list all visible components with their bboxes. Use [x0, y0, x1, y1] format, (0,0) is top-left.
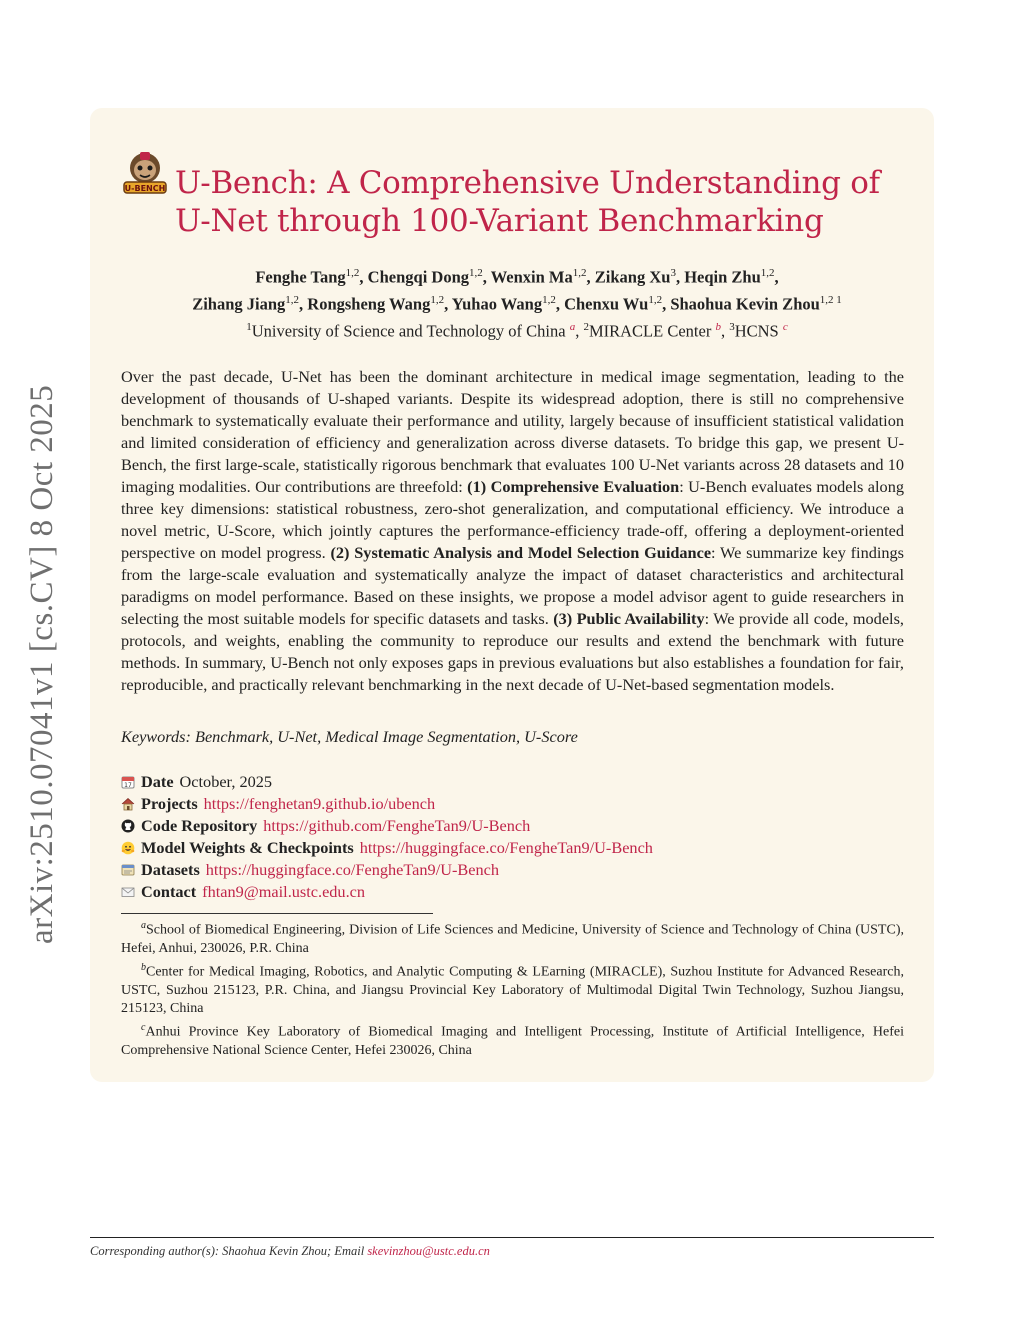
author-name: Fenghe Tang	[255, 267, 346, 287]
affiliation-number: 3	[729, 321, 735, 333]
author-affiliation-mark: 1,2	[345, 267, 360, 279]
meta-label: Projects	[141, 794, 198, 813]
author-name: Chenxu Wu	[564, 294, 649, 313]
affiliation-number: 1	[246, 321, 252, 333]
footnotes	[121, 917, 904, 1060]
author-name: Zihang Jiang	[192, 294, 286, 313]
affiliation-footnote-link[interactable]: a	[569, 321, 576, 333]
footnote-text: School of Biomedical Engineering, Division of Life Sciences and Medicine, University of Science and Technology of China (USTC), Hefei, Anhui, 230026, P.R. China	[121, 922, 904, 957]
author-name: Wenxin Ma	[490, 267, 573, 287]
meta-weights	[121, 837, 653, 859]
footnote-text: Anhui Province Key Laboratory of Biomedical Imaging and Intelligent Processing, Institute of Artificial Intelligence, Hefei Comprehensive National Science Center, Hefei 230026, China	[121, 1024, 904, 1058]
author-affiliation-mark: 1,2	[430, 293, 445, 306]
metadata-list	[121, 771, 653, 903]
footnote-a	[121, 917, 904, 959]
abstract-text: : We summarize key findings from the large-scale evaluation and systematically analyze the impact of dataset characteristics and architectural paradigms on model performance. Based on these insights, we propose a model advisor agent to guide researchers in selecting the most suitable models for specific datasets and tasks.	[121, 543, 905, 628]
footnote-text: Center for Medical Imaging, Robotics, and Analytic Computing & LEarning (MIRACLE), Suzhou Institute for Advanced Research, USTC, Suzhou 215123, P.R. China, and Jiangsu Provincial Key Laboratory of Multimodal Digital Twin Technology, Suzhou Jiangsu, 215123, China	[121, 964, 904, 1017]
contribution-heading: (2) Systematic Analysis and Model Selection Guidance	[330, 543, 712, 562]
author-affiliation-mark: 1,2	[760, 267, 775, 279]
author-affiliation-mark: 1,2	[648, 293, 663, 306]
footnote-mark: c	[141, 1021, 146, 1033]
abstract-text: : We provide all code, models, protocols, and weights, enabling the community to reproduce our results and extend the benchmark with future methods. In summary, U-Bench not only exposes gaps in previous evaluations but also establishes a foundation for fair, reproducible, and practically relevant benchmarking in the next decade of U-Net-based segmentation models.	[121, 609, 904, 694]
github-icon	[121, 819, 135, 833]
meta-datasets	[121, 859, 653, 881]
meta-label: Contact	[141, 882, 197, 901]
author-list: Fenghe Tang$^{1,2}$, Chengqi Dong$^{1,2}$, Wenxin Ma$^{1,2}$, Zikang Xu$^3$, Heqin Zhu$^{1,2}$, Zihang Jiang$^{1,2}$, Rongsheng Wang$^{1,2}$, Yuhao Wang$^{1,2}$, Chenxu Wu$^{1,2}$, Shaohua Kevin Zhou$^{1,2 1}$	[192, 267, 842, 313]
footnote-mark: b	[141, 961, 146, 973]
meta-projects	[121, 793, 653, 815]
meta-label: Code Repository	[141, 816, 258, 835]
corresponding-author-text: Corresponding author(s): Shaohua Kevin Zhou; Email	[90, 1244, 368, 1258]
page-footer-divider	[90, 1237, 934, 1238]
author-affiliation-mark: 1,2	[285, 293, 300, 306]
meta-label: Model Weights & Checkpoints	[141, 838, 354, 857]
footnote-c	[121, 1019, 904, 1061]
author-name: Shaohua Kevin Zhou	[670, 294, 820, 313]
house-icon	[121, 797, 135, 811]
author-name: Zikang Xu	[594, 267, 671, 287]
model-weights-link[interactable]: https://huggingface.co/FengheTan9/U-Bench	[359, 838, 653, 857]
affiliation-name: HCNS	[734, 321, 779, 341]
meta-date	[121, 771, 653, 793]
envelope-icon	[121, 885, 135, 899]
logo-text: U-BENCH	[124, 184, 166, 193]
affiliation-line: $^1$University of Science and Technology of China $^a$, $^2$MIRACLE Center $^b$, $^3$HCNS $^c$	[246, 321, 788, 341]
author-affiliation-mark: 1,2	[469, 267, 483, 279]
affiliation-number: 2	[583, 321, 589, 333]
huggingface-icon	[121, 841, 135, 855]
author-name: Chengqi Dong	[367, 267, 469, 287]
author-name: Heqin Zhu	[684, 267, 761, 287]
affiliation-name: MIRACLE Center	[588, 321, 712, 341]
meta-contact	[121, 881, 653, 903]
calendar-icon	[121, 775, 135, 789]
u-bench-mascot-logo-icon	[121, 148, 169, 196]
footnote-divider	[121, 913, 433, 914]
code-repository-link[interactable]: https://github.com/FengheTan9/U-Bench	[263, 816, 531, 835]
author-affiliation-mark: 1,2	[542, 293, 556, 306]
meta-label: Date	[141, 772, 174, 791]
author-name: Yuhao Wang	[451, 294, 543, 313]
footnote-mark: a	[141, 920, 146, 931]
author-affiliation-mark: 1,2	[572, 267, 587, 279]
meta-label: Datasets	[141, 860, 200, 879]
corresponding-author-note	[90, 1244, 490, 1259]
contact-email-link[interactable]: fhtan9@mail.ustc.edu.cn	[202, 882, 366, 901]
card-index-icon	[121, 863, 135, 877]
affiliation-footnote-link[interactable]: b	[715, 321, 721, 333]
author-affiliation-mark: 1,2 1	[819, 293, 842, 306]
meta-value: October, 2025	[179, 772, 273, 791]
corresponding-email-link[interactable]: skevinzhou@ustc.edu.cn	[367, 1244, 490, 1258]
datasets-link[interactable]: https://huggingface.co/FengheTan9/U-Bench	[205, 860, 499, 879]
meta-code	[121, 815, 653, 837]
keywords: Keywords: Benchmark, U-Net, Medical Image Segmentation, U-Score	[121, 727, 578, 746]
contribution-heading: (1) Comprehensive Evaluation	[467, 477, 680, 496]
abstract-text: Over the past decade, U-Net has been the dominant architecture in medical image segmentation, leading to the development of thousands of U-shaped variants. Despite its widespread adoption, there is still no comprehensive benchmark to systematically evaluate their performance and utility, largely because of insufficient statistical validation and limited consideration of efficiency and generalization across diverse datasets. To bridge this gap, we present U-Bench, the first large-scale, statistically rigorous benchmark that evaluates 100 U-Net variants across 28 datasets and 10 imaging modalities. Our contributions are threefold:	[121, 367, 904, 496]
abstract	[121, 366, 904, 696]
arxiv-identifier-stamp: arXiv:2510.07041v1 [cs.CV] 8 Oct 2025	[24, 384, 60, 944]
footnote-b	[121, 959, 904, 1019]
author-name: Rongsheng Wang	[307, 294, 431, 313]
paper-title: U-Bench: A Comprehensive Understanding of U-Net through 100-Variant Benchmarking	[175, 165, 880, 239]
author-affiliation-mark: 3	[670, 267, 676, 279]
abstract-text: : U-Bench evaluates models along three key dimensions: statistical robustness, zero-shot generalization, and computational efficiency. We introduce a novel metric, U-Score, which jointly captures the performance-efficiency trade-off, offering a deployment-oriented perspective on model progress.	[121, 477, 904, 562]
project-link[interactable]: https://fenghetan9.github.io/ubench	[203, 794, 436, 813]
contribution-heading: (3) Public Availability	[553, 609, 705, 628]
affiliation-footnote-link[interactable]: c	[782, 321, 788, 333]
affiliation-name: University of Science and Technology of China	[251, 321, 566, 341]
svg-text:17: 17	[124, 782, 132, 789]
